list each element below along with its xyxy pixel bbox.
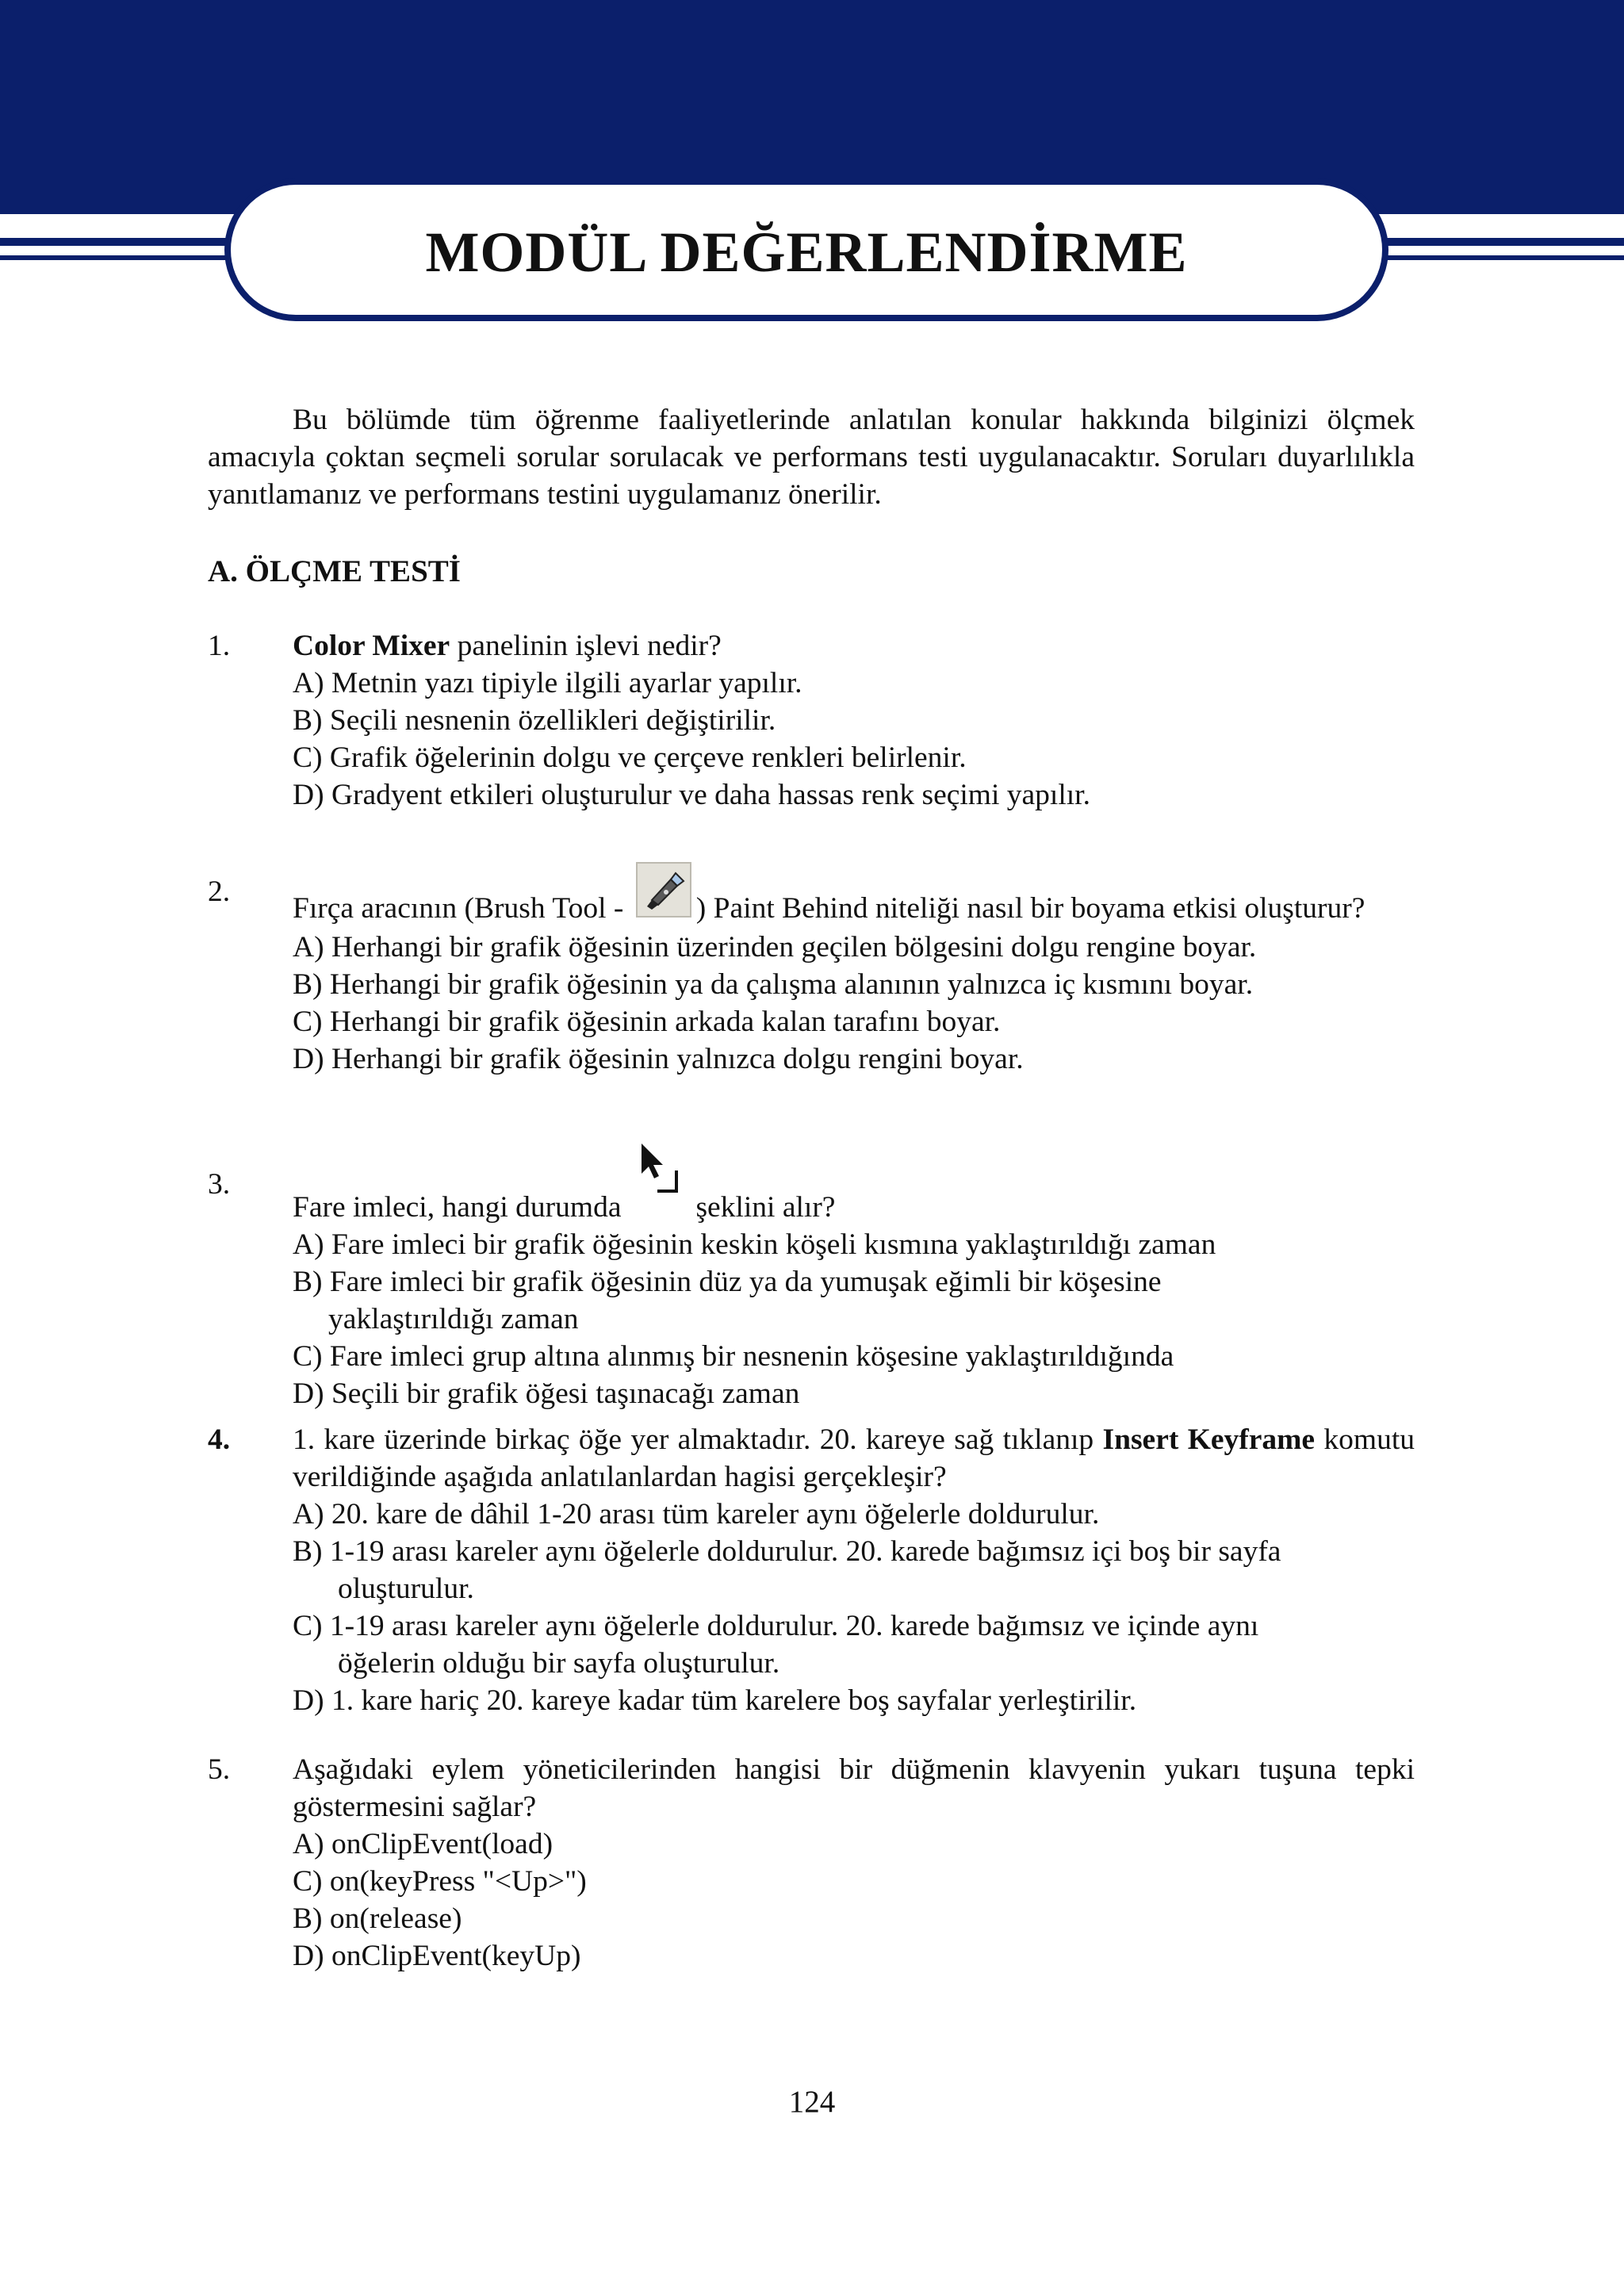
question-stem: Aşağıdaki eylem yöneticilerinden hangisi bir düğmenin klavyenin yukarı tuşuna tepki göstermesini sağlar? [293, 1753, 1415, 1823]
question-1 [208, 627, 1415, 814]
option-b: B) 1-19 arası kareler aynı öğelerle doldurulur. 20. karede bağımsız içi boş bir sayfa [293, 1535, 1281, 1568]
question-2 [208, 873, 1415, 1078]
question-stem: Fırça aracının (Brush Tool - ) Paint Behind niteliği nasıl bir boyama etkisi oluşturur? [293, 873, 1415, 929]
question-4 [208, 1421, 1415, 1719]
brush-tool-icon [636, 862, 691, 918]
question-stem: Color Mixer panelinin işlevi nedir? [293, 630, 722, 662]
option-c: C) Herhangi bir grafik öğesinin arkada kalan tarafını boyar. [293, 1006, 1001, 1038]
question-3 [208, 1166, 1415, 1412]
intro-text: Bu bölümde tüm öğrenme faaliyetlerinde anlatılan konular hakkında bilginizi ölçmek amacıyla çoktan seçmeli sorular sorulacak ve performans testi uygulanacaktır. Soruları duyarlılıkla yanıtlamanız ve performans testini uygulamanız önerilir. [208, 404, 1415, 511]
option-a: A) Herhangi bir grafik öğesinin üzerinden geçilen bölgesini dolgu rengine boyar. [293, 931, 1257, 964]
option-b: B) on(release) [293, 1902, 462, 1935]
option-d: D) onClipEvent(keyUp) [293, 1940, 581, 1972]
option-a: A) 20. kare de dâhil 1-20 arası tüm kareler aynı öğelerle doldurulur. [293, 1498, 1100, 1531]
option-b-continued: yaklaştırıldığı zaman [328, 1303, 579, 1335]
option-c: C) on(keyPress "<Up>") [293, 1865, 587, 1898]
page-title: MODÜL DEĞERLENDİRME [425, 220, 1188, 284]
option-b: B) Herhangi bir grafik öğesinin ya da çalışma alanının yalnızca iç kısmını boyar. [293, 968, 1254, 1001]
question-number: 3. [208, 1168, 231, 1201]
section-title: A. ÖLÇME TESTİ [208, 554, 461, 588]
question-number: 5. [208, 1753, 231, 1786]
option-b: B) Seçili nesnenin özellikleri değiştirilir. [293, 704, 776, 737]
question-stem: Fare imleci, hangi durumda şeklini alır? [293, 1166, 1415, 1226]
intro-paragraph [208, 401, 1415, 513]
option-c: C) Fare imleci grup altına alınmış bir nesnenin köşesine yaklaştırıldığında [293, 1340, 1174, 1373]
question-number: 1. [208, 630, 231, 662]
question-stem: 1. kare üzerinde birkaç öğe yer almaktadır. 20. kareye sağ tıklanıp Insert Keyframe komutu verildiğinde aşağıda anlatılanlardan hagisi gerçekleşir? [293, 1423, 1415, 1493]
option-c: C) Grafik öğelerinin dolgu ve çerçeve renkleri belirlenir. [293, 741, 967, 774]
option-c-continued: öğelerin olduğu bir sayfa oluşturulur. [338, 1647, 780, 1680]
option-a: A) Fare imleci bir grafik öğesinin keskin köşeli kısmına yaklaştırıldığı zaman [293, 1228, 1216, 1261]
option-b-continued: oluşturulur. [338, 1573, 474, 1605]
title-box [224, 178, 1388, 321]
page-number: 124 [788, 2085, 836, 2119]
option-d: D) Seçili bir grafik öğesi taşınacağı zaman [293, 1377, 800, 1410]
question-5 [208, 1751, 1415, 1975]
question-number: 2. [208, 875, 231, 908]
option-d: D) 1. kare hariç 20. kareye kadar tüm karelere boş sayfalar yerleştirilir. [293, 1684, 1137, 1717]
option-d: D) Gradyent etkileri oluşturulur ve daha hassas renk seçimi yapılır. [293, 779, 1090, 811]
corner-cursor-icon [638, 1142, 686, 1199]
question-number: 4. [208, 1423, 231, 1456]
option-d: D) Herhangi bir grafik öğesinin yalnızca dolgu rengini boyar. [293, 1043, 1024, 1075]
option-a: A) onClipEvent(load) [293, 1828, 553, 1860]
option-c: C) 1-19 arası kareler aynı öğelerle doldurulur. 20. karede bağımsız ve içinde aynı [293, 1610, 1259, 1642]
option-b: B) Fare imleci bir grafik öğesinin düz ya da yumuşak eğimli bir köşesine [293, 1266, 1162, 1298]
option-a: A) Metnin yazı tipiyle ilgili ayarlar yapılır. [293, 667, 802, 699]
